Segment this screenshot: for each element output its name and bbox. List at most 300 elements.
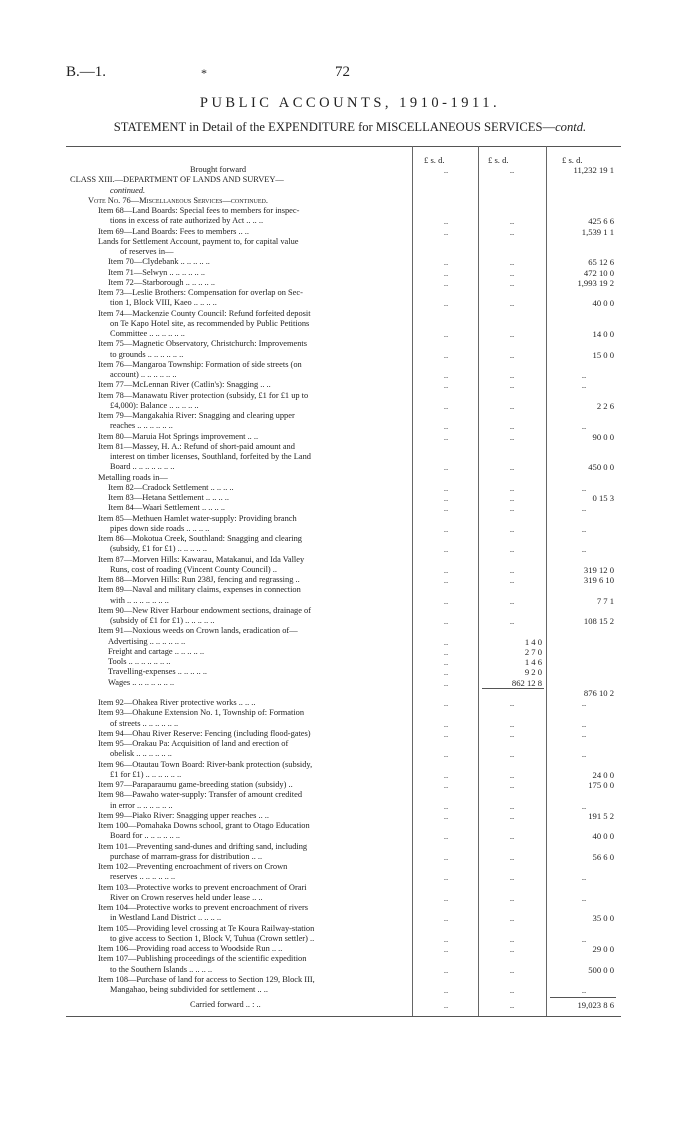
table-row	[0, 216, 700, 226]
row-description: Item 90—New River Harbour endowment sections, drainage of	[98, 605, 312, 615]
table-row	[0, 309, 700, 319]
row-col1: ..	[443, 800, 449, 811]
table-row	[0, 606, 700, 616]
table-row	[0, 278, 700, 288]
table-row	[0, 985, 700, 995]
table-row	[0, 790, 700, 800]
table-row	[0, 913, 700, 923]
table-row	[0, 596, 700, 606]
row-col2: ..	[509, 462, 515, 473]
row-description: Item 72—Starborough .. .. .. .. ..	[108, 277, 216, 287]
row-col3: 876 10 2	[583, 687, 614, 698]
row-col2: ..	[509, 749, 515, 760]
table-row	[0, 288, 700, 298]
row-description: Item 79—Mangakahia River: Snagging and clearing upper	[98, 411, 295, 420]
row-col1: ..	[443, 657, 449, 667]
table-row	[0, 698, 700, 708]
row-col3: 56 6 0	[592, 851, 614, 862]
row-description: Item 108—Purchase of land for access to Section 129, Block III,	[98, 974, 315, 984]
row-col2: ..	[509, 298, 515, 309]
row-col1: ..	[443, 780, 449, 790]
row-description: Item 89—Naval and military claims, expenses in connection	[98, 585, 301, 595]
table-row	[0, 462, 700, 472]
row-description: Item 82—Cradock Settlement .. .. .. ..	[108, 482, 234, 492]
row-col3: 19,023 8 6	[577, 1000, 614, 1010]
table-row	[0, 626, 700, 636]
row-col1: ..	[443, 257, 449, 268]
table-row	[0, 534, 700, 544]
row-col2: ..	[509, 544, 515, 555]
row-description: with .. .. .. .. .. .. ..	[110, 595, 169, 605]
row-col2: 1 4 6	[524, 657, 542, 667]
row-col2: ..	[509, 493, 515, 503]
row-description: Item 78—Manawatu River protection (subsidy, £1 for £1 up to	[98, 390, 309, 400]
row-col3: ..	[581, 380, 587, 391]
row-col1: ..	[443, 667, 449, 678]
table-row	[0, 175, 700, 185]
row-col3: 90 0 0	[592, 431, 614, 442]
table-row	[0, 421, 700, 431]
row-description: Item 85—Methuen Hamlet water-supply: Providing branch	[98, 513, 297, 523]
row-description: Runs, cost of roading (Vincent County Council) ..	[110, 564, 277, 574]
row-col1: ..	[443, 636, 449, 647]
table-row	[0, 893, 700, 903]
row-description: £1 for £1) .. .. .. .. .. ..	[110, 769, 182, 779]
row-description: CLASS XIII.—DEPARTMENT OF LANDS AND SURVEY—	[70, 175, 284, 185]
table-row	[0, 380, 700, 390]
row-col2: ..	[509, 226, 515, 237]
row-col2: ..	[509, 780, 515, 790]
table-row	[0, 903, 700, 913]
row-col1: ..	[443, 677, 449, 688]
row-col3: 500 0 0	[588, 964, 614, 975]
row-description: Item 87—Morven Hills: Kawarau, Matakanui, and Ida Valley	[98, 554, 305, 564]
row-description: Item 71—Selwyn .. .. .. .. .. ..	[108, 267, 206, 277]
table-row	[0, 647, 700, 657]
table-row	[0, 944, 700, 954]
row-col3: ..	[581, 728, 587, 739]
row-col3: ..	[581, 985, 587, 995]
table-row	[0, 503, 700, 513]
row-description: in error .. .. .. .. .. ..	[110, 800, 173, 810]
row-description: Item 70—Clydebank .. .. .. .. ..	[108, 257, 210, 267]
row-col2: ..	[509, 216, 515, 227]
table-row	[0, 196, 700, 206]
row-col2: ..	[509, 769, 515, 780]
row-col2: ..	[509, 267, 515, 278]
row-description: Item 107—Publishing proceedings of the scientific expedition	[98, 954, 307, 964]
row-col3: ..	[581, 800, 587, 811]
table-row	[0, 688, 700, 698]
row-description: Wages .. .. .. .. .. .. ..	[108, 677, 175, 687]
row-col1: ..	[443, 913, 449, 924]
subtitle-main: STATEMENT in Detail of the EXPENDITURE for MISCELLANEOUS SERVICES—	[113, 120, 556, 134]
table-row	[0, 452, 700, 462]
row-description: Item 106—Providing road access to Woodside Run .. ..	[98, 944, 283, 953]
row-col1: ..	[443, 462, 449, 473]
row-col3: 40 0 0	[592, 298, 614, 309]
row-col1: ..	[443, 503, 449, 514]
row-description: to grounds .. .. .. .. .. ..	[110, 349, 184, 359]
row-col2: ..	[509, 165, 515, 175]
table-row	[0, 319, 700, 329]
row-col3: 191 5 2	[588, 810, 614, 821]
table-row	[0, 667, 700, 677]
row-col2: ..	[509, 964, 515, 975]
table-row	[0, 186, 700, 196]
row-description: Metalling roads in—	[98, 472, 168, 482]
table-row	[0, 298, 700, 308]
table-row	[0, 442, 700, 452]
row-description: Item 93—Ohakune Extension No. 1, Township of: Formation	[98, 708, 305, 718]
row-col2: ..	[509, 482, 515, 493]
row-col3: 319 6 10	[583, 575, 614, 585]
row-description: Item 68—Land Boards: Special fees to members for inspec-	[98, 206, 300, 215]
row-col3: 11,232 19 1	[573, 165, 614, 175]
row-description: purchase of marram-grass for distribution .. ..	[110, 851, 263, 861]
row-col3: 108 15 2	[583, 616, 614, 626]
row-col2: ..	[509, 810, 515, 821]
row-col1: ..	[443, 277, 449, 288]
row-col3: 35 0 0	[592, 913, 614, 924]
table-row	[0, 514, 700, 524]
table-row	[0, 544, 700, 554]
row-col1: ..	[443, 298, 449, 309]
row-description: Item 96—Otautau Town Board: River-bank protection (subsidy,	[98, 759, 313, 769]
row-description: Item 100—Pomahaka Downs school, grant to Otago Education	[98, 821, 310, 830]
row-col2: ..	[509, 370, 515, 380]
table-row	[0, 770, 700, 780]
table-row	[0, 473, 700, 483]
row-col3: 24 0 0	[592, 769, 614, 780]
row-col1: ..	[443, 728, 449, 739]
row-description: account) .. .. .. .. .. ..	[110, 370, 177, 379]
row-description: tion 1, Block VIII, Kaeo .. .. .. ..	[110, 298, 217, 308]
row-col1: ..	[443, 892, 449, 903]
table-row	[0, 852, 700, 862]
row-description: Lands for Settlement Account, payment to, for capital value	[98, 236, 299, 246]
row-col1: ..	[443, 851, 449, 862]
row-description: Item 105—Providing level crossing at Te Koura Railway-station	[98, 923, 315, 933]
row-col2: ..	[509, 564, 515, 575]
row-description: of streets .. .. .. .. .. ..	[110, 718, 179, 728]
table-row	[0, 954, 700, 964]
row-col3: 1,539 1 1	[581, 226, 614, 237]
row-col1: ..	[443, 769, 449, 780]
table-row	[0, 934, 700, 944]
row-col1: ..	[443, 493, 449, 503]
table-row	[0, 780, 700, 790]
row-col1: ..	[443, 226, 449, 237]
table-row	[0, 729, 700, 739]
table-row	[0, 883, 700, 893]
row-description: on Te Kapo Hotel site, as recommended by Public Petitions	[110, 318, 310, 328]
row-description: Item 103—Protective works to prevent encroachment of Orari	[98, 882, 307, 892]
row-description: Item 99—Piako River: Snagging upper reaches .. ..	[98, 810, 269, 820]
row-col1: ..	[443, 421, 449, 432]
page-number: 72	[335, 64, 350, 80]
row-col2: ..	[509, 944, 515, 954]
row-col2: ..	[509, 431, 515, 442]
row-col3: 0 15 3	[592, 493, 614, 503]
table-row	[0, 862, 700, 872]
table-row	[0, 165, 700, 175]
row-col1: ..	[443, 646, 449, 657]
row-col1: ..	[443, 985, 449, 995]
star-mark: *	[201, 66, 207, 80]
table-row	[0, 483, 700, 493]
row-col3: ..	[581, 503, 587, 514]
row-description: reaches .. .. .. .. .. ..	[110, 421, 173, 431]
row-description: obelisk .. .. .. .. .. ..	[110, 749, 172, 759]
row-col1: ..	[443, 749, 449, 760]
row-col3: 1,993 19 2	[577, 277, 614, 288]
row-col2: ..	[509, 257, 515, 268]
row-col1: ..	[443, 564, 449, 575]
row-description: Travelling-expenses .. .. .. .. ..	[108, 667, 208, 677]
table-row	[0, 1000, 700, 1010]
row-description: Item 77—McLennan River (Catlin's): Snagging .. ..	[98, 380, 271, 390]
row-col2: ..	[509, 421, 515, 432]
row-col3: ..	[581, 523, 587, 534]
row-col3: ..	[581, 718, 587, 729]
row-description: Item 76—Mangaroa Township: Formation of side streets (on	[98, 359, 302, 369]
row-col2: ..	[509, 872, 515, 883]
row-description: Item 80—Maruia Hot Springs improvement .. ..	[98, 431, 259, 441]
row-col2: 862 12 8	[511, 677, 542, 688]
row-col3: 40 0 0	[592, 831, 614, 842]
row-description: Committee .. .. .. .. .. ..	[110, 329, 185, 338]
row-col3: 14 0 0	[592, 329, 614, 339]
row-col2: ..	[509, 800, 515, 811]
row-description: Tools .. .. .. .. .. .. ..	[108, 657, 171, 666]
row-col1: ..	[443, 616, 449, 626]
row-col2: ..	[509, 1000, 515, 1010]
table-row	[0, 585, 700, 595]
table-row	[0, 411, 700, 421]
row-col3: 29 0 0	[592, 944, 614, 954]
row-description: Item 104—Protective works to prevent encroachment of rivers	[98, 903, 309, 912]
row-col1: ..	[443, 370, 449, 380]
table-row	[0, 227, 700, 237]
row-description: Item 92—Ohakea River protective works .. .. ..	[98, 698, 256, 707]
table-row	[0, 616, 700, 626]
row-col3: ..	[581, 482, 587, 493]
table-row	[0, 493, 700, 503]
row-col2: ..	[509, 892, 515, 903]
table-row	[0, 708, 700, 718]
row-col3: 2 2 6	[596, 400, 614, 411]
row-description: Item 69—Land Boards: Fees to members .. ..	[98, 226, 249, 236]
table-row	[0, 555, 700, 565]
table-row	[0, 657, 700, 667]
row-col2: ..	[509, 575, 515, 585]
doc-reference: B.—1.	[66, 64, 107, 80]
row-col2: ..	[509, 503, 515, 514]
row-description: Freight and cartage .. .. .. .. ..	[108, 646, 205, 656]
row-col2: ..	[509, 380, 515, 391]
row-col2: ..	[509, 698, 515, 708]
row-description: Item 74—Mackenzie County Council: Refund forfeited deposit	[98, 308, 311, 318]
table-row	[0, 524, 700, 534]
row-col1: ..	[443, 431, 449, 442]
row-col1: ..	[443, 349, 449, 360]
table-row	[0, 821, 700, 831]
row-description: Item 102—Preventing encroachment of rivers on Crown	[98, 862, 288, 871]
row-description: Item 86—Mokotua Creek, Southland: Snagging and clearing	[98, 534, 302, 543]
table-row	[0, 575, 700, 585]
row-col3: 65 12 6	[588, 257, 614, 268]
row-col1: ..	[443, 872, 449, 883]
column-header-1: £ s. d.	[424, 155, 445, 165]
column-header-2: £ s. d.	[488, 155, 509, 165]
row-description: to give access to Section 1, Block V, Tuhua (Crown settler) ..	[110, 933, 315, 943]
row-col1: ..	[443, 544, 449, 555]
row-col1: ..	[443, 595, 449, 606]
row-col2: ..	[509, 595, 515, 606]
page-title: PUBLIC ACCOUNTS, 1910-1911.	[199, 95, 501, 111]
row-description: of reserves in—	[120, 247, 174, 256]
row-col1: ..	[443, 933, 449, 944]
table-row	[0, 370, 700, 380]
row-description: in Westland Land District .. .. .. ..	[110, 913, 222, 923]
table-row	[0, 719, 700, 729]
row-col1: ..	[443, 718, 449, 729]
column-header-3: £ s. d.	[562, 155, 583, 165]
table-row	[0, 811, 700, 821]
row-col3: ..	[581, 872, 587, 883]
row-col2: ..	[509, 523, 515, 534]
row-col1: ..	[443, 698, 449, 708]
row-col3: ..	[581, 933, 587, 944]
table-row	[0, 965, 700, 975]
table-row	[0, 760, 700, 770]
table-row	[0, 842, 700, 852]
row-col3: 15 0 0	[592, 349, 614, 360]
row-col2: ..	[509, 913, 515, 924]
row-col2: 9 2 0	[524, 667, 542, 678]
row-col3: ..	[581, 892, 587, 903]
row-col2: ..	[509, 985, 515, 995]
table-row	[0, 268, 700, 278]
table-row	[0, 831, 700, 841]
row-col1: ..	[443, 944, 449, 954]
row-description: tions in excess of rate authorized by Act .. .. ..	[110, 216, 264, 226]
row-col2: 2 7 0	[524, 646, 542, 657]
table-row	[0, 749, 700, 759]
row-description: Item 98—Pawaho water-supply: Transfer of amount credited	[98, 790, 303, 800]
row-col1: ..	[443, 964, 449, 975]
table-row	[0, 391, 700, 401]
row-description: Item 73—Leslie Brothers: Compensation for overlap on Sec-	[98, 288, 303, 297]
row-col2: ..	[509, 329, 515, 339]
row-col2: ..	[509, 831, 515, 842]
row-description: Advertising .. .. .. .. .. ..	[108, 636, 186, 646]
row-description: Item 97—Paraparaumu game-breeding station (subsidy) ..	[98, 780, 293, 789]
row-col1: ..	[443, 523, 449, 534]
row-description: (subsidy of £1 for £1) .. .. .. .. ..	[110, 616, 215, 625]
row-col3: 175 0 0	[588, 780, 614, 790]
row-description: pipes down side roads .. .. .. ..	[110, 523, 210, 533]
row-description: Item 95—Orakau Pa: Acquisition of land and erection of	[98, 739, 289, 748]
row-col1: ..	[443, 482, 449, 493]
table-row	[0, 401, 700, 411]
row-col3: ..	[581, 544, 587, 555]
table-row	[0, 637, 700, 647]
table-row	[0, 924, 700, 934]
row-description: reserves .. .. .. .. .. ..	[110, 872, 176, 882]
row-description: Brought forward	[190, 165, 247, 174]
row-col3: 450 0 0	[588, 462, 614, 473]
row-col1: ..	[443, 575, 449, 585]
row-col1: ..	[443, 810, 449, 821]
row-col3: ..	[581, 421, 587, 432]
row-col3: ..	[581, 698, 587, 708]
table-row	[0, 678, 700, 688]
table-row	[0, 339, 700, 349]
table-row	[0, 247, 700, 257]
row-description: Item 91—Noxious weeds on Crown lands, eradication of—	[98, 626, 298, 636]
row-col3: 425 6 6	[588, 216, 614, 227]
row-col1: ..	[443, 165, 449, 175]
table-row	[0, 329, 700, 339]
table-row	[0, 432, 700, 442]
table-row	[0, 257, 700, 267]
table-row	[0, 975, 700, 985]
row-description: Board .. .. .. .. .. .. ..	[110, 462, 175, 472]
total-rule	[550, 997, 616, 998]
row-col3: 7 7 1	[596, 595, 614, 606]
row-col1: ..	[443, 329, 449, 339]
row-description: Carried forward .. : ..	[190, 1000, 261, 1009]
row-description: continued.	[110, 185, 146, 195]
row-col3: ..	[581, 749, 587, 760]
row-col1: ..	[443, 267, 449, 278]
table-row	[0, 360, 700, 370]
row-description: Vote No. 76—Miscellaneous Services—continued.	[88, 195, 268, 205]
row-description: Item 84—Waari Settlement .. .. .. ..	[108, 503, 226, 513]
row-col2: ..	[509, 616, 515, 626]
table-row	[0, 206, 700, 216]
row-description: Item 83—Hetana Settlement .. .. .. ..	[108, 493, 229, 502]
row-description: interest on timber licenses, Southland, forfeited by the Land	[110, 452, 311, 461]
row-col1: ..	[443, 216, 449, 227]
row-col3: ..	[581, 370, 587, 380]
row-description: Item 75—Magnetic Observatory, Christchurch: Improvements	[98, 339, 308, 349]
row-col2: ..	[509, 851, 515, 862]
table-row	[0, 350, 700, 360]
row-description: (subsidy, £1 for £1) .. .. .. .. ..	[110, 544, 207, 554]
row-col3: 319 12 0	[583, 564, 614, 575]
row-col2: ..	[509, 400, 515, 411]
row-description: River on Crown reserves held under lease .. ..	[110, 892, 263, 902]
row-col2: ..	[509, 718, 515, 729]
row-description: £4,000): Balance .. .. .. .. ..	[110, 400, 199, 410]
row-description: to the Southern Islands .. .. .. ..	[110, 964, 213, 974]
row-col2: ..	[509, 277, 515, 288]
row-col1: ..	[443, 1000, 449, 1010]
row-col3: 472 10 0	[583, 267, 614, 278]
row-col2: 1 4 0	[524, 636, 542, 647]
row-col2: ..	[509, 728, 515, 739]
row-description: Board for .. .. .. .. .. ..	[110, 831, 181, 841]
row-col2: ..	[509, 933, 515, 944]
table-row	[0, 872, 700, 882]
subtitle-contd: contd.	[555, 120, 587, 134]
row-col2: ..	[509, 349, 515, 360]
row-col1: ..	[443, 380, 449, 391]
table-row	[0, 565, 700, 575]
